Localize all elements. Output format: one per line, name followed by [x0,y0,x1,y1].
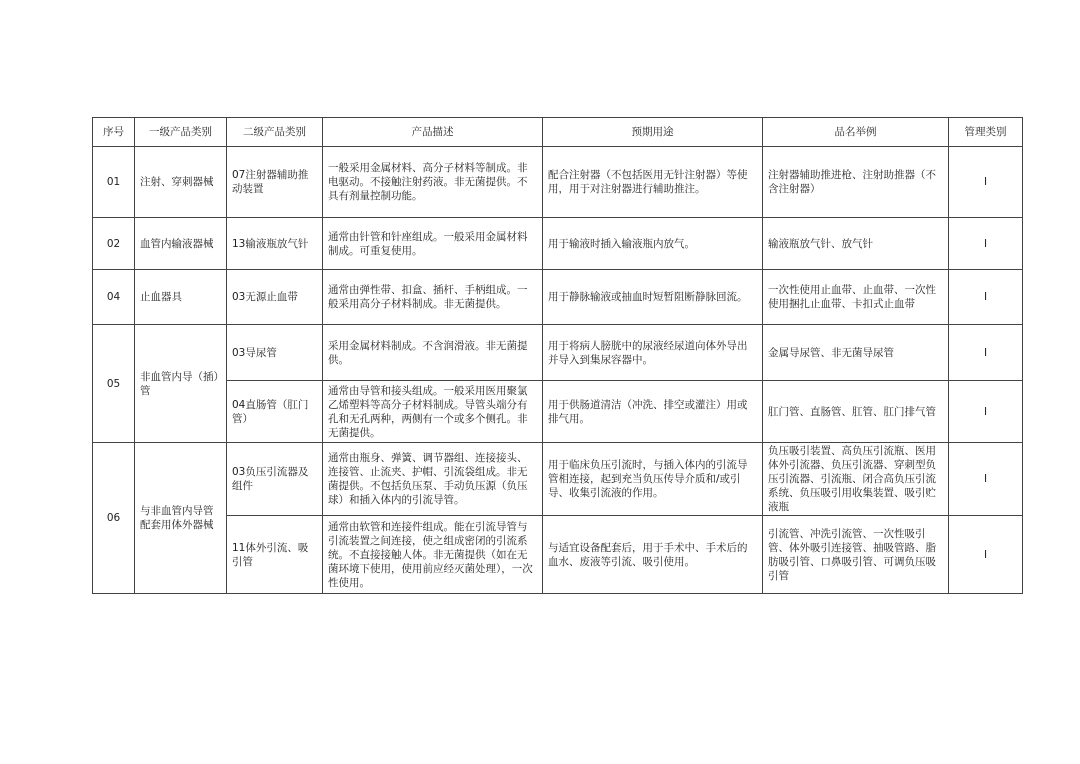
header-cat2: 二级产品类别 [227,118,323,147]
table-header-row [93,118,1023,147]
cat1-cell: 非血管内导（插）管 [135,325,227,443]
intended-use-cell: 用于输液时插入输液瓶内放气。 [543,218,763,270]
cat1-cell: 与非血管内导管配套用体外器械 [135,443,227,594]
header-examples: 品名举例 [763,118,949,147]
device-catalog-table [92,117,1023,594]
header-seq: 序号 [93,118,135,147]
header-description: 产品描述 [323,118,543,147]
description-cell: 采用金属材料制成。不含润滑液。非无菌提供。 [323,325,543,381]
examples-cell: 负压吸引装置、高负压引流瓶、医用体外引流器、负压引流器、穿刺型负压引流器、引流瓶、闭合高负压引流系统、负压吸引用收集装置、吸引贮液瓶 [763,443,949,516]
class-cell: Ⅰ [949,218,1023,270]
examples-cell: 引流管、冲洗引流管、一次性吸引管、体外吸引连接管、抽吸管路、脂肪吸引管、口鼻吸引管、可调负压吸引管 [763,516,949,594]
class-cell: Ⅰ [949,381,1023,443]
table-row [93,218,1023,270]
class-cell: Ⅰ [949,325,1023,381]
table-row [93,270,1023,325]
header-class: 管理类别 [949,118,1023,147]
class-cell: Ⅰ [949,516,1023,594]
examples-cell: 金属导尿管、非无菌导尿管 [763,325,949,381]
class-cell: Ⅰ [949,147,1023,218]
table-row [93,516,1023,594]
cat1-cell: 注射、穿刺器械 [135,147,227,218]
intended-use-cell: 用于临床负压引流时，与插入体内的引流导管相连接，起到充当负压传导介质和/或引导、收集引流液的作用。 [543,443,763,516]
examples-cell: 一次性使用止血带、止血带、一次性使用捆扎止血带、卡扣式止血带 [763,270,949,325]
intended-use-cell: 配合注射器（不包括医用无针注射器）等使用，用于对注射器进行辅助推注。 [543,147,763,218]
cat2-cell: 13输液瓶放气针 [227,218,323,270]
cat2-cell: 03导尿管 [227,325,323,381]
cat2-cell: 11体外引流、吸引管 [227,516,323,594]
class-cell: Ⅰ [949,270,1023,325]
description-cell: 一般采用金属材料、高分子材料等制成。非电驱动。不接触注射药液。非无菌提供。不具有剂量控制功能。 [323,147,543,218]
header-intended-use: 预期用途 [543,118,763,147]
examples-cell: 输液瓶放气针、放气针 [763,218,949,270]
description-cell: 通常由针管和针座组成。一般采用金属材料制成。可重复使用。 [323,218,543,270]
cat1-cell: 血管内输液器械 [135,218,227,270]
table-row [93,325,1023,381]
cat1-cell: 止血器具 [135,270,227,325]
table-row [93,443,1023,516]
intended-use-cell: 用于将病人膀胱中的尿液经尿道向体外导出并导入到集尿容器中。 [543,325,763,381]
description-cell: 通常由弹性带、扣盒、插杆、手柄组成。一般采用高分子材料制成。非无菌提供。 [323,270,543,325]
seq-cell: 05 [93,325,135,443]
intended-use-cell: 用于静脉输液或抽血时短暂阻断静脉回流。 [543,270,763,325]
cat2-cell: 03负压引流器及组件 [227,443,323,516]
table-row [93,147,1023,218]
description-cell: 通常由瓶身、弹簧、调节器组、连接接头、连接管、止流夹、护帽、引流袋组成。非无菌提供。不包括负压泵、手动负压源（负压球）和插入体内的引流导管。 [323,443,543,516]
intended-use-cell: 用于供肠道清洁（冲洗、排空或灌注）用或排气用。 [543,381,763,443]
seq-cell: 02 [93,218,135,270]
description-cell: 通常由导管和接头组成。一般采用医用聚氯乙烯塑料等高分子材料制成。导管头端分有孔和无孔两种，两侧有一个或多个侧孔。非无菌提供。 [323,381,543,443]
cat2-cell: 04直肠管（肛门管） [227,381,323,443]
table-row [93,381,1023,443]
header-cat1: 一级产品类别 [135,118,227,147]
class-cell: Ⅰ [949,443,1023,516]
seq-cell: 06 [93,443,135,594]
seq-cell: 04 [93,270,135,325]
seq-cell: 01 [93,147,135,218]
description-cell: 通常由软管和连接件组成。能在引流导管与引流装置之间连接，使之组成密闭的引流系统。不直接接触人体。非无菌提供（如在无菌环境下使用，使用前应经灭菌处理），一次性使用。 [323,516,543,594]
intended-use-cell: 与适宜设备配套后，用于手术中、手术后的血水、废液等引流、吸引使用。 [543,516,763,594]
examples-cell: 肛门管、直肠管、肛管、肛门排气管 [763,381,949,443]
examples-cell: 注射器辅助推进枪、注射助推器（不含注射器） [763,147,949,218]
cat2-cell: 03无源止血带 [227,270,323,325]
cat2-cell: 07注射器辅助推动装置 [227,147,323,218]
